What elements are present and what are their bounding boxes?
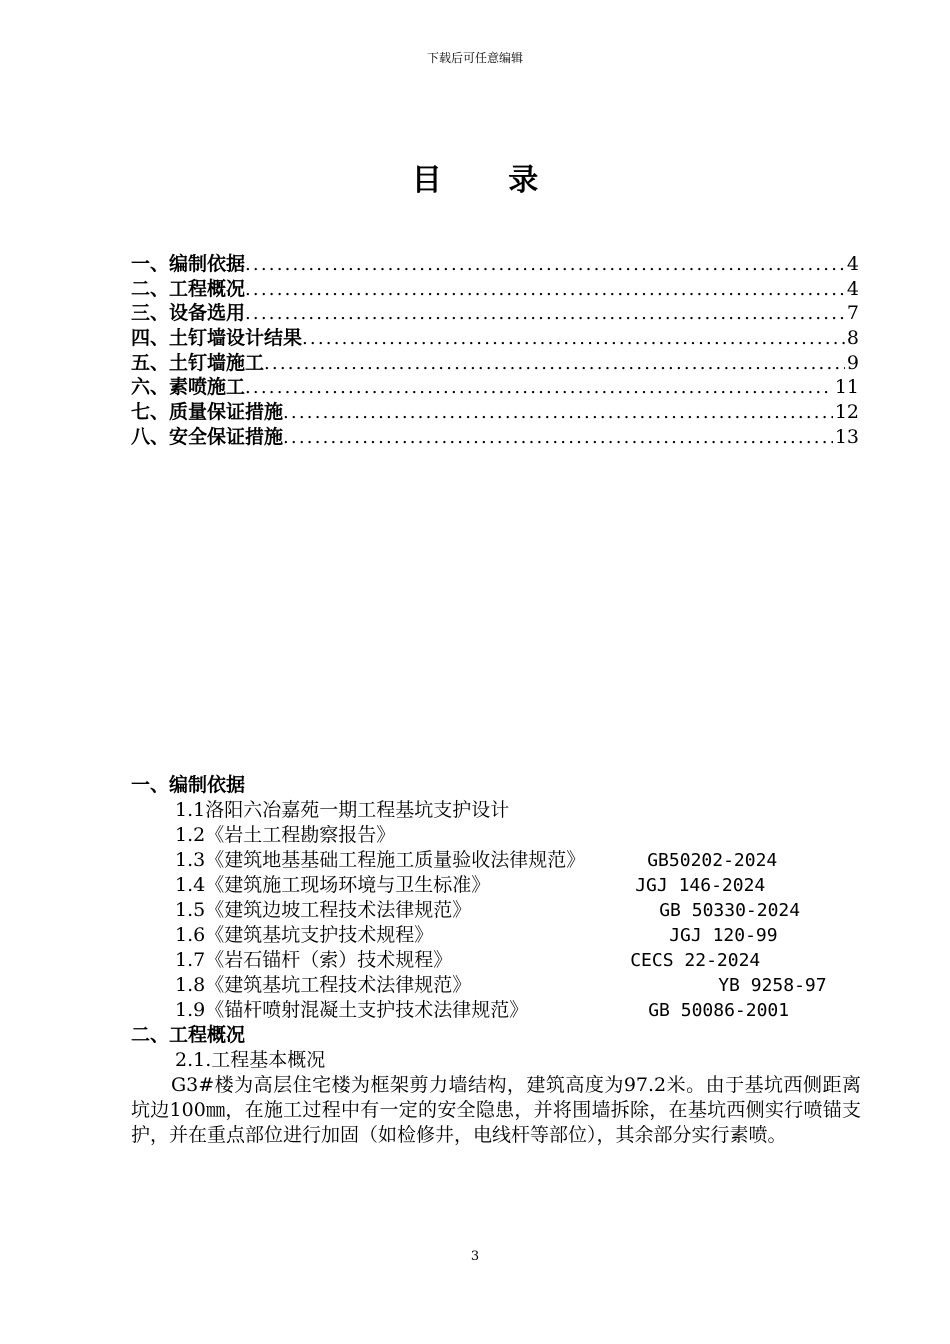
section-heading: 一、编制依据 [131, 774, 246, 796]
reference-title: 1.3《建筑地基基础工程施工质量验收法律规范》 [175, 849, 586, 871]
reference-item [131, 823, 861, 848]
toc-entry[interactable] [131, 375, 859, 400]
toc-leader-dots [245, 302, 845, 327]
reference-title: 1.4《建筑施工现场环境与卫生标准》 [175, 874, 491, 896]
toc-entry[interactable] [131, 277, 859, 302]
reference-item [131, 848, 861, 873]
toc-entry-page: 12 [834, 401, 859, 424]
toc-leader-dots [302, 327, 845, 352]
toc-leader-dots [245, 278, 845, 303]
toc-entry[interactable] [131, 351, 859, 376]
toc-entry[interactable] [131, 425, 859, 450]
toc-leader-dots [245, 376, 833, 401]
reference-title: 1.1洛阳六冶嘉苑一期工程基坑支护设计 [175, 799, 510, 821]
reference-title: 1.6《建筑基坑支护技术规程》 [175, 924, 434, 946]
table-of-contents [131, 252, 859, 450]
reference-code: JGJ 120-99 [669, 925, 778, 946]
reference-code: JGJ 146-2024 [635, 875, 766, 896]
reference-item [131, 973, 861, 998]
reference-title: 1.9《锚杆喷射混凝土支护技术法律规范》 [175, 999, 529, 1021]
page-header: 下载后可任意编辑 [426, 51, 523, 65]
toc-entry-label: 二、工程概况 [131, 277, 246, 300]
subsection-heading: 2.1.工程基本概况 [175, 1049, 326, 1071]
reference-item [131, 923, 861, 948]
reference-code: GB 50330-2024 [659, 900, 801, 921]
toc-entry[interactable] [131, 326, 859, 351]
toc-leader-dots [283, 426, 833, 451]
toc-leader-dots [245, 253, 845, 278]
reference-title: 1.8《建筑基坑工程技术法律规范》 [175, 974, 472, 996]
reference-title: 1.2《岩土工程勘察报告》 [175, 824, 396, 846]
toc-entry-page: 11 [834, 376, 859, 399]
toc-entry-label: 三、设备选用 [131, 302, 246, 325]
toc-title: 目 录 [411, 163, 567, 198]
toc-entry-label: 五、土钉墙施工 [131, 351, 265, 374]
toc-leader-dots [264, 352, 845, 377]
reference-code: YB 9258-97 [718, 975, 827, 996]
page-number: 3 [470, 1249, 480, 1264]
toc-entry-label: 六、素喷施工 [131, 376, 246, 399]
toc-entry[interactable] [131, 400, 859, 425]
reference-item [131, 873, 861, 898]
reference-title: 1.7《岩石锚杆（索）技术规程》 [175, 949, 453, 971]
toc-entry-page: 4 [846, 277, 859, 300]
toc-entry-page: 4 [846, 253, 859, 275]
section-heading: 二、工程概况 [131, 1024, 246, 1046]
toc-entry[interactable] [131, 252, 859, 277]
reference-title: 1.5《建筑边坡工程技术法律规范》 [175, 899, 472, 921]
toc-entry-page: 13 [834, 425, 859, 448]
body-paragraph: G3#楼为高层住宅楼为框架剪力墙结构，建筑高度为97.2米。由于基坑西侧距离坑边100㎜，在施工过程中有一定的安全隐患，并将围墙拆除，在基坑西侧实行喷锚支护，并在重点部位进行加固（如检修井，电线杆等部位），其余部分实行素喷。 [131, 1074, 861, 1146]
reference-item [131, 798, 861, 823]
toc-entry-label: 七、质量保证措施 [131, 401, 284, 424]
reference-item [131, 948, 861, 973]
toc-entry-page: 7 [846, 302, 859, 325]
toc-entry-page: 9 [846, 351, 859, 374]
reference-item [131, 898, 861, 923]
toc-entry[interactable] [131, 301, 859, 326]
toc-entry-page: 8 [846, 327, 859, 350]
reference-code: GB 50086-2001 [648, 1000, 790, 1021]
toc-entry-label: 一、编制依据 [131, 253, 246, 275]
toc-leader-dots [283, 401, 833, 426]
reference-code: GB50202-2024 [647, 850, 778, 871]
reference-code: CECS 22-2024 [630, 950, 761, 971]
reference-item [131, 998, 861, 1023]
toc-entry-label: 四、土钉墙设计结果 [131, 327, 303, 350]
document-body [131, 773, 861, 1148]
toc-entry-label: 八、安全保证措施 [131, 425, 284, 448]
